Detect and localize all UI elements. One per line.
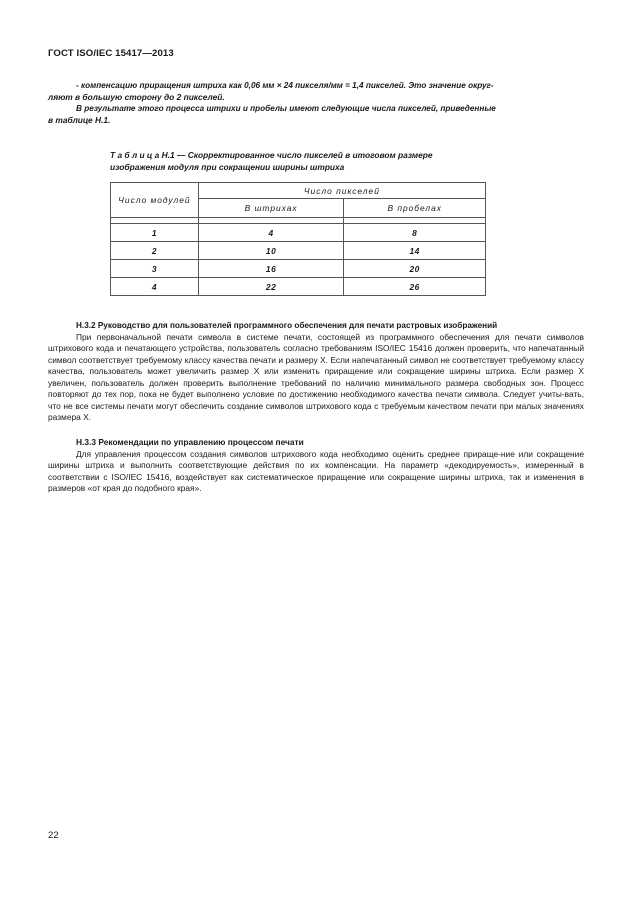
cell-spaces: 14 (344, 242, 486, 260)
column-header-spaces: В пробелах (344, 199, 486, 218)
section-h32-heading: Н.3.2 Руководство для пользователей программного обеспечения для печати растровых изображений (76, 321, 498, 330)
table-row (111, 260, 486, 278)
cell-bars: 16 (198, 260, 344, 278)
table-row (111, 242, 486, 260)
intro-line-1: - компенсацию приращения штриха как 0,06 мм × 24 пикселя/мм = 1,4 пикселей. Это значение округ- (76, 81, 494, 90)
cell-modules: 1 (111, 224, 199, 242)
cell-spaces: 26 (344, 278, 486, 296)
table-caption-line-1: Т а б л и ц а Н.1 — Скорректированное число пикселей в итоговом размере (110, 150, 433, 160)
section-h33-paragraph: Для управления процессом создания символов штрихового кода необходимо оценить среднее прираще-ние или сокращение ширины штриха и выполнить соответствующие действия по их компенсации. На параметр «декодируемость», измеренный в соответствии с ISO/IEC 15416, воздействует как систематическое приращение или сокращение ширины штриха, так и изменения в размеров «от края до подобного края». (48, 448, 584, 493)
intro-line-3: В результате этого процесса штрихи и пробелы имеют следующие числа пикселей, приведенные (76, 104, 496, 113)
cell-bars: 22 (198, 278, 344, 296)
table-caption-line-2: изображения модуля при сокращении ширины штриха (110, 161, 345, 172)
document-header: ГОСТ ISO/IEC 15417—2013 (48, 48, 174, 59)
intro-line-4: в таблице Н.1. (48, 114, 111, 125)
pixel-table (110, 182, 486, 296)
cell-spaces: 8 (344, 224, 486, 242)
cell-bars: 10 (198, 242, 344, 260)
intro-line-2: ляют в большую сторону до 2 пикселей. (48, 91, 225, 102)
section-h32-paragraph: При первоначальной печати символа в системе печати, состоящей из программного обеспечения для печати символов штрихового кода и печатающего устройства, пользователь согласно требованиям ISO/IEC 15416 должен проверить, что напечатанный символ соответствует требуемому классу качества печати и размеру X. Если напечатанный символ не соответствует требуемому классу качества, пользователь может увеличить размер X или изменить приращение или сокращение ширины штриха. Если размер X увеличен, пользователь должен проверить выполнение требований по наличию минимального размера свободных зон. Процесс повторяют до тех пор, пока не будет выполнено условие по достижению необходимого качества печати символа. Следует учиты-вать, что не все системы печати могут обеспечить создание символов штрихового кода с требуемым качеством печати при малых значениях размера X. (48, 331, 584, 422)
column-header-pixels: Число пикселей (198, 183, 485, 199)
table-caption (110, 150, 510, 173)
page-number: 22 (48, 830, 59, 841)
cell-bars: 4 (198, 224, 344, 242)
cell-modules: 2 (111, 242, 199, 260)
column-header-modules: Число модулей (111, 183, 199, 218)
cell-modules: 4 (111, 278, 199, 296)
intro-text (48, 80, 584, 126)
cell-spaces: 20 (344, 260, 486, 278)
section-h33 (48, 437, 584, 495)
cell-modules: 3 (111, 260, 199, 278)
table-row (111, 224, 486, 242)
column-header-bars: В штрихах (198, 199, 344, 218)
section-h32 (48, 320, 584, 424)
table-row (111, 278, 486, 296)
section-h33-heading: Н.3.3 Рекомендации по управлению процессом печати (76, 437, 304, 447)
